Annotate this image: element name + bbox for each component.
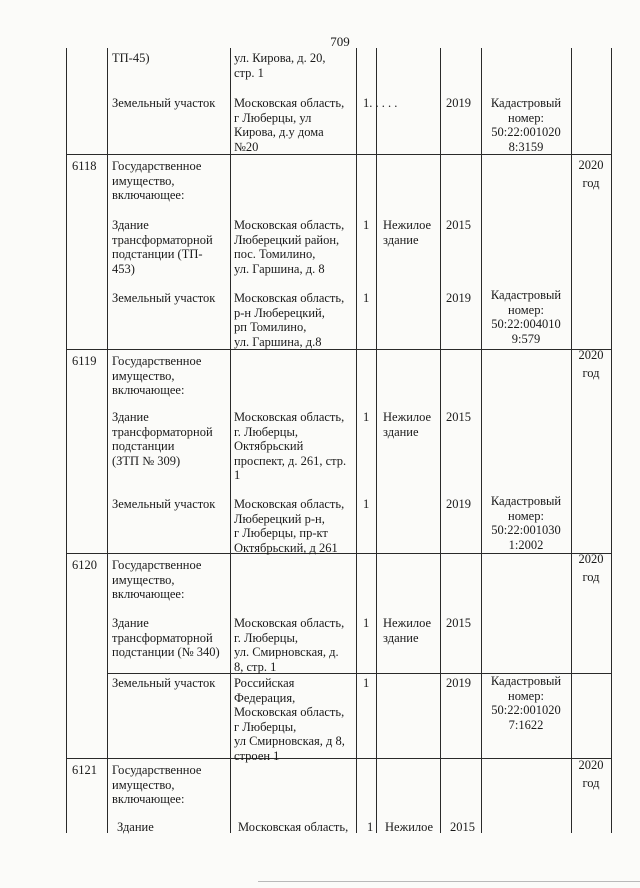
object-year: 2015 bbox=[446, 410, 471, 424]
page-number: 709 bbox=[330, 34, 350, 49]
object-name: Государственное имущество, включающее: bbox=[112, 558, 202, 601]
object-quantity: 1 bbox=[363, 218, 370, 232]
column-divider bbox=[107, 48, 108, 833]
table-border-left bbox=[66, 48, 67, 833]
column-divider bbox=[440, 48, 441, 833]
object-year: 2015 bbox=[446, 218, 471, 232]
object-year: 2019 bbox=[446, 291, 471, 305]
object-name: Государственное имущество, включающее: bbox=[112, 763, 202, 806]
column-divider bbox=[230, 48, 231, 833]
column-divider bbox=[356, 48, 357, 833]
inclusion-year: 2020 год bbox=[578, 552, 604, 584]
object-year: 2019 bbox=[446, 497, 471, 511]
object-name: Здание трансформаторной подстанции (ТП- 453) bbox=[112, 218, 213, 276]
cadastral-note: Кадастровый номер: 50:22:001030 1:2002 bbox=[490, 494, 562, 552]
object-quantity: 1 bbox=[363, 410, 370, 424]
object-name: Земельный участок bbox=[112, 497, 216, 511]
object-name: Здание трансформаторной подстанции (№ 340) bbox=[112, 616, 220, 659]
object-year: 2015 bbox=[450, 820, 475, 834]
inclusion-year: 2020 год bbox=[578, 348, 604, 380]
object-address: ул. Кирова, д. 20, стр. 1 bbox=[234, 51, 326, 80]
object-address: Московская область, г Люберцы, ул Кирова, д.у дома №20 bbox=[234, 96, 345, 154]
object-kind: Нежилое bbox=[385, 820, 434, 834]
object-name: Земельный участок bbox=[112, 291, 216, 305]
object-address: Московская область, р-н Люберецкий, рп Томилино, ул. Гаршина, д.8 bbox=[234, 291, 345, 349]
object-kind: Нежилое здание bbox=[383, 616, 432, 645]
object-name: Государственное имущество, включающее: bbox=[112, 159, 202, 202]
object-year: 2019 bbox=[446, 676, 471, 690]
row-number: 6119 bbox=[72, 354, 97, 368]
object-quantity: 1 bbox=[367, 820, 374, 834]
object-year: 2015 bbox=[446, 616, 471, 630]
object-quantity: 1 bbox=[363, 676, 370, 690]
column-divider bbox=[376, 48, 377, 833]
object-name: Земельный участок bbox=[112, 96, 216, 110]
cadastral-note: Кадастровый номер: 50:22:004010 9:579 bbox=[490, 288, 562, 346]
row-number: 6120 bbox=[72, 558, 97, 572]
row-divider bbox=[66, 349, 612, 350]
object-name: Здание bbox=[117, 820, 154, 834]
object-quantity: 1. . . . . bbox=[363, 96, 398, 110]
object-quantity: 1 bbox=[363, 291, 370, 305]
object-address: Московская область, Люберецкий район, пос. Томилино, ул. Гаршина, д. 8 bbox=[234, 218, 345, 276]
object-name: Земельный участок bbox=[112, 676, 216, 690]
cadastral-note: Кадастровый номер: 50:22:001020 8:3159 bbox=[490, 96, 562, 154]
object-kind: Нежилое здание bbox=[383, 410, 432, 439]
object-name: Государственное имущество, включающее: bbox=[112, 354, 202, 397]
cadastral-note: Кадастровый номер: 50:22:001020 7:1622 bbox=[490, 674, 562, 732]
object-name: Здание трансформаторной подстанции (ЗТП № 309) bbox=[112, 410, 213, 468]
object-address: Российская Федерация, Московская область, г Люберцы, ул Смирновская, д 8, строен 1 bbox=[234, 676, 345, 763]
object-quantity: 1 bbox=[363, 616, 370, 630]
object-address: Московская область, bbox=[238, 820, 349, 834]
row-number: 6118 bbox=[72, 159, 97, 173]
object-address: Московская область, Люберецкий р-н, г Люберцы, пр-кт Октябрьский, д 261 bbox=[234, 497, 345, 555]
scan-edge-line bbox=[258, 881, 640, 882]
object-kind: Нежилое здание bbox=[383, 218, 432, 247]
object-address: Московская область, г. Люберцы, Октябрьский проспект, д. 261, стр. 1 bbox=[234, 410, 347, 482]
object-name: ТП-45) bbox=[112, 51, 150, 65]
object-year: 2019 bbox=[446, 96, 471, 110]
table-border-right bbox=[611, 48, 612, 833]
row-number: 6121 bbox=[72, 763, 97, 777]
inclusion-year: 2020 год bbox=[578, 158, 604, 190]
row-divider bbox=[66, 154, 612, 155]
object-quantity: 1 bbox=[363, 497, 370, 511]
object-address: Московская область, г. Люберцы, ул. Смирновская, д. 8, стр. 1 bbox=[234, 616, 345, 674]
inclusion-year: 2020 год bbox=[578, 758, 604, 790]
